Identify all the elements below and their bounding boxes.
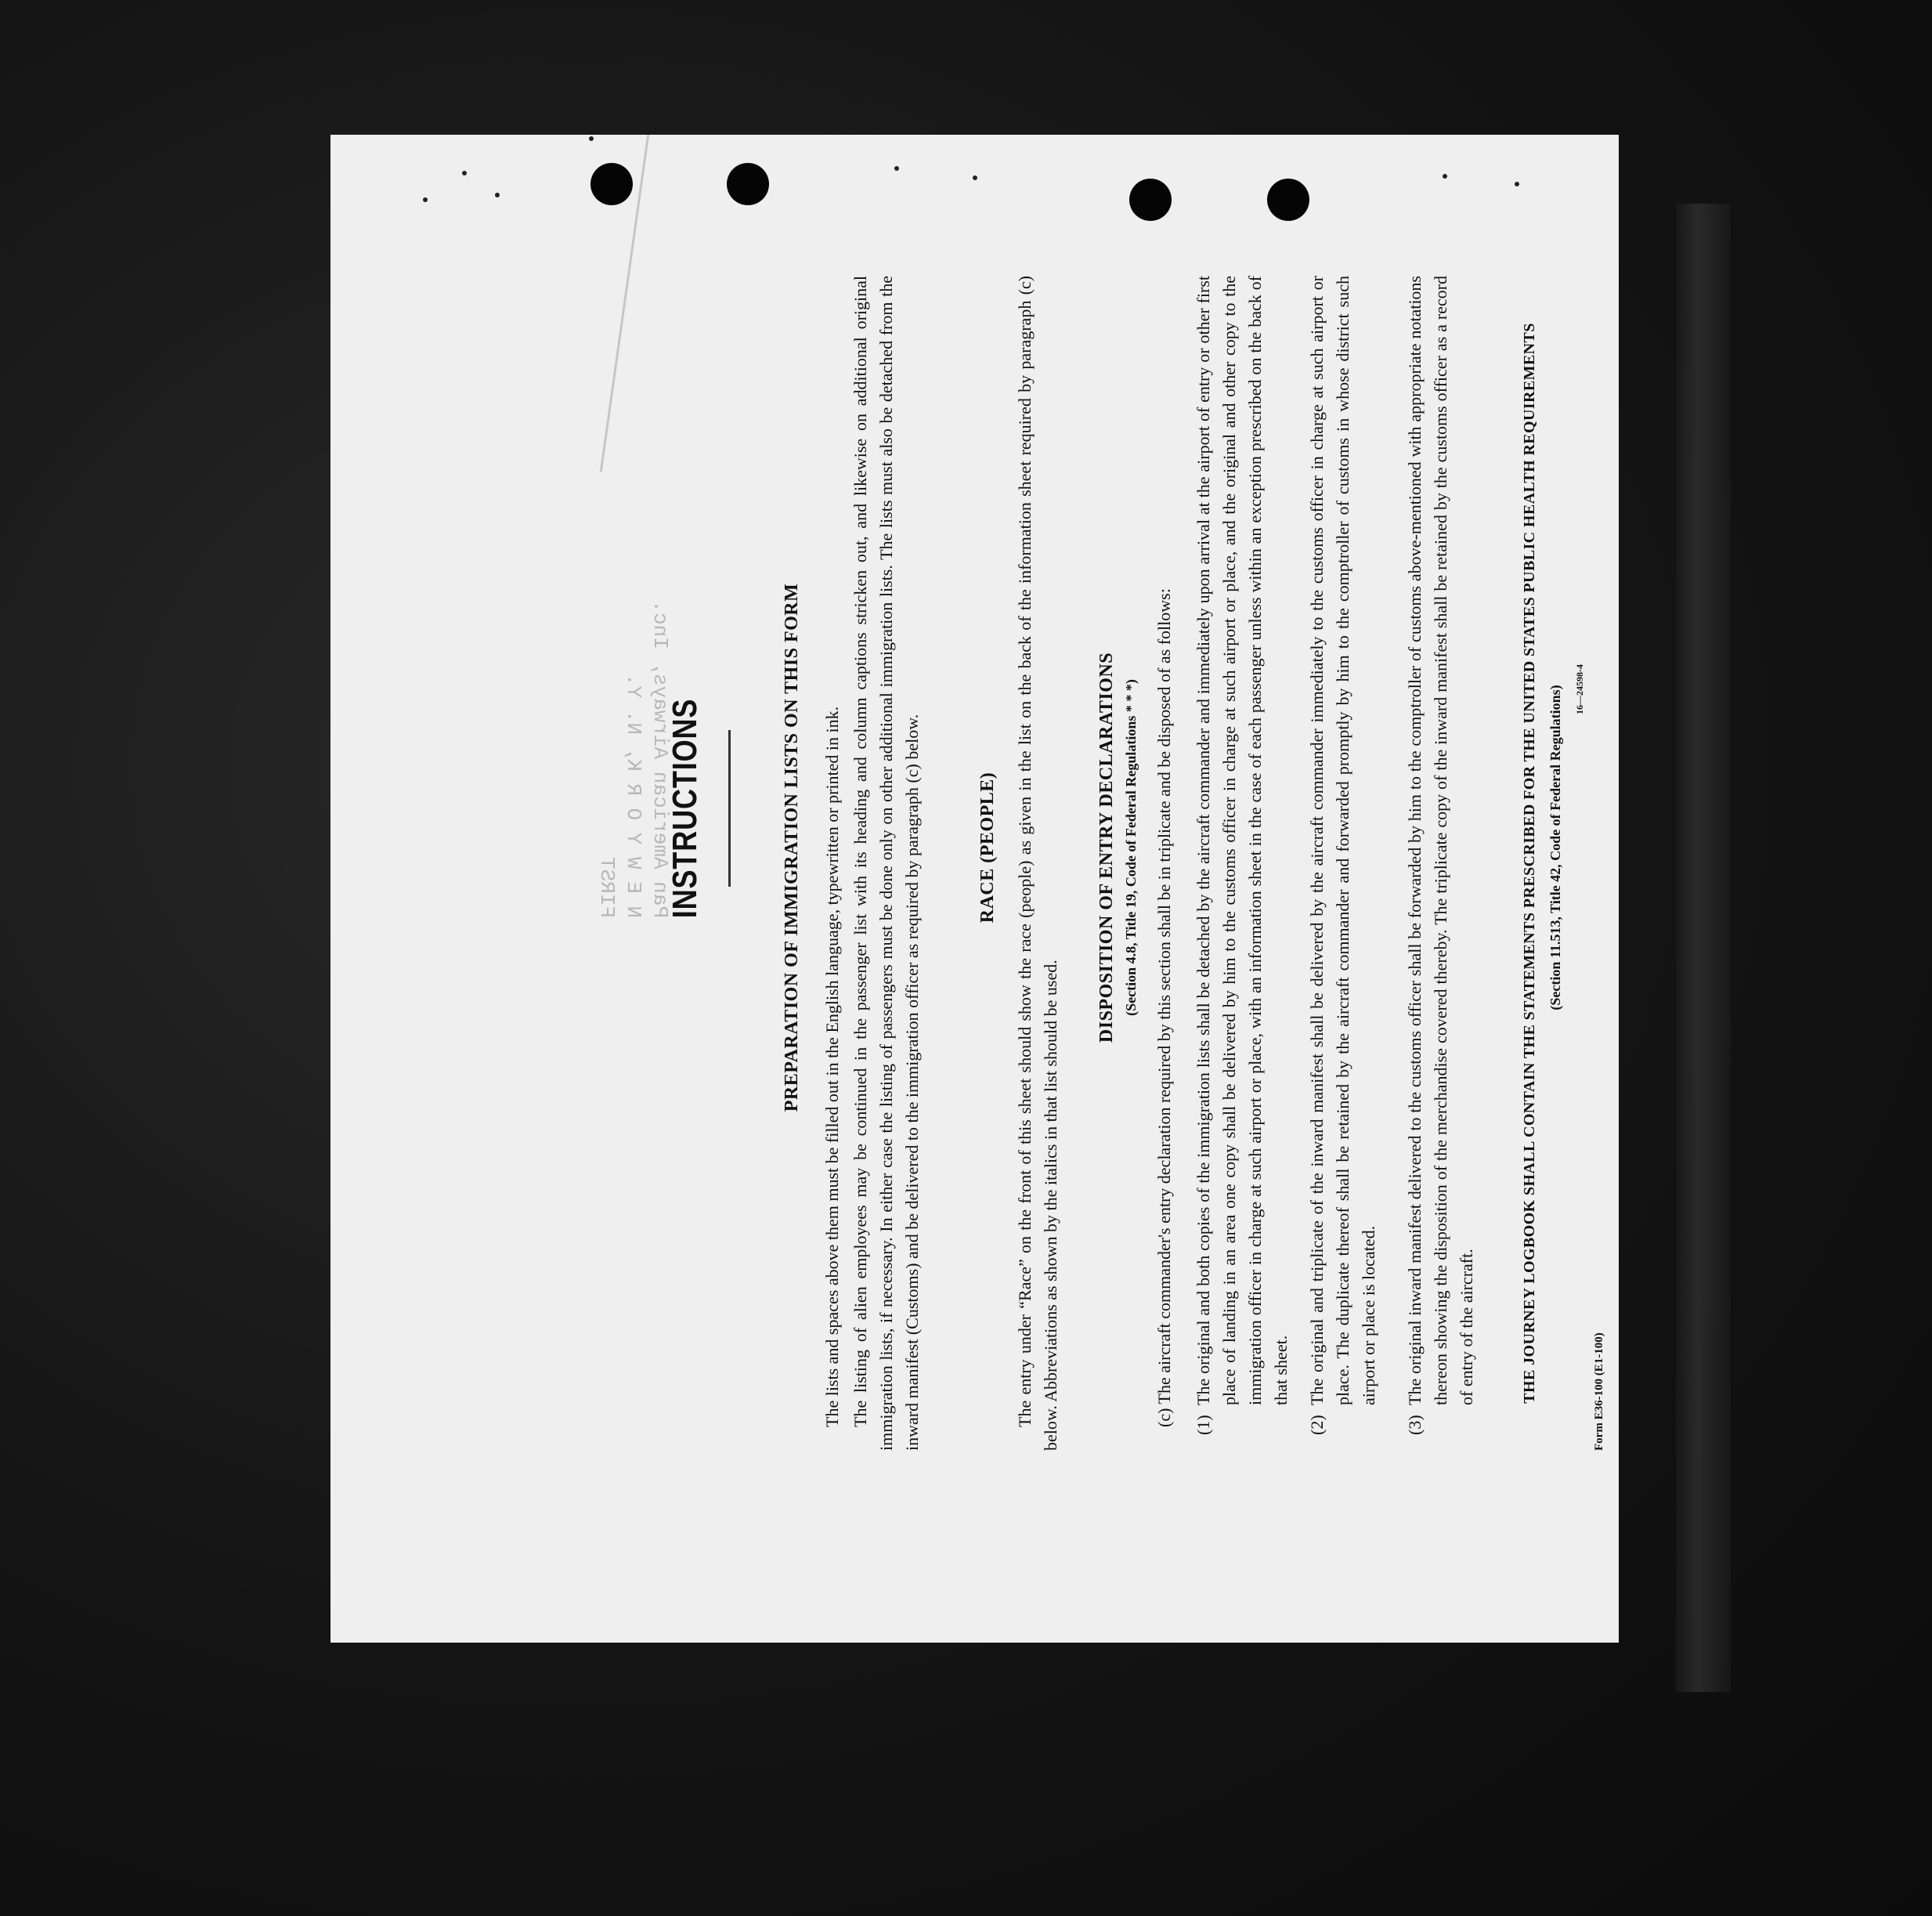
punch-hole xyxy=(590,163,633,205)
dust-speck xyxy=(973,175,977,180)
preparation-paragraph-1: The lists and spaces above them must be filled out in the English language, typewritten or printed in ink. xyxy=(822,706,842,1427)
dust-speck xyxy=(495,193,500,197)
item-number: (2) xyxy=(1307,1415,1327,1435)
item-text: The original and triplicate of the inward manifest shall be delivered by the aircraft commander immediately to the customs officer in charge at such airport or place. The duplicate thereof shall be retained by the aircraft commander and forwarded promptly by him to the comptroller of customs in whose district such airport or place is located. xyxy=(1307,276,1378,1405)
dust-speck xyxy=(423,197,428,202)
bleed-line: N E W Y O R K, N. Y. xyxy=(622,673,645,918)
page-title: INSTRUCTIONS xyxy=(666,698,704,919)
logbook-statement: THE JOURNEY LOGBOOK SHALL CONTAIN THE STATEMENTS PRESCRIBED FOR THE UNITED STATES PUBLIC HEALTH REQUIREMENTS xyxy=(1521,323,1538,1404)
disposition-intro: (c) The aircraft commander's entry declaration required by this section shall be in triplicate and be disposed of as follows: xyxy=(1154,588,1174,1427)
race-paragraph: The entry under “Race” on the front of this sheet should show the race (people) as given in the list on the back of the information sheet required by paragraph (c) below. Abbreviations as shown by the italics in that list should be used. xyxy=(1015,276,1060,1451)
disposition-item xyxy=(1304,276,1381,1435)
disposition-item xyxy=(1190,276,1294,1435)
dust-speck xyxy=(894,166,899,171)
preparation-paragraph-2: The listing of alien employees may be continued in the passenger list with its heading and column captions stricken out, and likewise on additional original immigration lists, if necessary. In either case the listing of passengers must be done only on other additional immigration lists. The lists must also be detached from the inward manifest (Customs) and be delivered to the immigration officer as required by paragraph (c) below. xyxy=(850,276,922,1451)
item-text: The original and both copies of the immigration lists shall be detached by the aircraft commander and immediately upon arrival at the airport of entry or other first place of landing in an area one copy shall be delivered by him to the customs officer in charge at such airport or place, and the original and other copy to the immigration officer in charge at such airport or place, with an information sheet in the case of each passenger unless within an exception prescribed on the back of that sheet. xyxy=(1194,276,1291,1405)
punch-hole xyxy=(727,163,769,205)
disposition-citation: (Section 4.8, Title 19, Code of Federal Regulations * * *) xyxy=(1123,679,1139,1016)
bleed-line: FIRST xyxy=(595,856,619,918)
bleed-line: Pan American Airways, Inc. xyxy=(648,600,672,918)
document-sheet xyxy=(330,135,1619,1643)
item-number: (3) xyxy=(1405,1415,1425,1435)
dust-speck xyxy=(1443,174,1447,179)
title-divider xyxy=(728,730,731,887)
disposition-heading: DISPOSITION OF ENTRY DECLARATIONS xyxy=(1096,652,1117,1043)
race-heading: RACE (PEOPLE) xyxy=(977,772,998,924)
disposition-item xyxy=(1402,276,1479,1435)
rotated-page-content xyxy=(533,213,1619,1482)
bleed-through-text xyxy=(540,276,673,918)
dust-speck xyxy=(462,171,467,175)
film-edge xyxy=(1676,204,1731,1692)
form-number: Form E36-100 (E1-100) xyxy=(1593,1332,1605,1451)
dust-speck xyxy=(1515,182,1519,186)
item-text: The original inward manifest delivered to the customs officer shall be forwarded by him to the comptroller of customs above-mentioned with appropriate notations thereon showing the disposition of the merchandise covered thereby. The triplicate copy of the inward manifest shall be retained by the customs officer as a record of entry of the aircraft. xyxy=(1405,276,1476,1405)
print-code: 16—24598-4 xyxy=(1574,664,1585,714)
item-number: (1) xyxy=(1194,1415,1213,1435)
logbook-citation: (Section 11.513, Title 42, Code of Federal Regulations) xyxy=(1547,685,1563,1010)
preparation-heading: PREPARATION OF IMMIGRATION LISTS ON THIS FORM xyxy=(782,583,802,1112)
dust-speck xyxy=(589,136,594,141)
